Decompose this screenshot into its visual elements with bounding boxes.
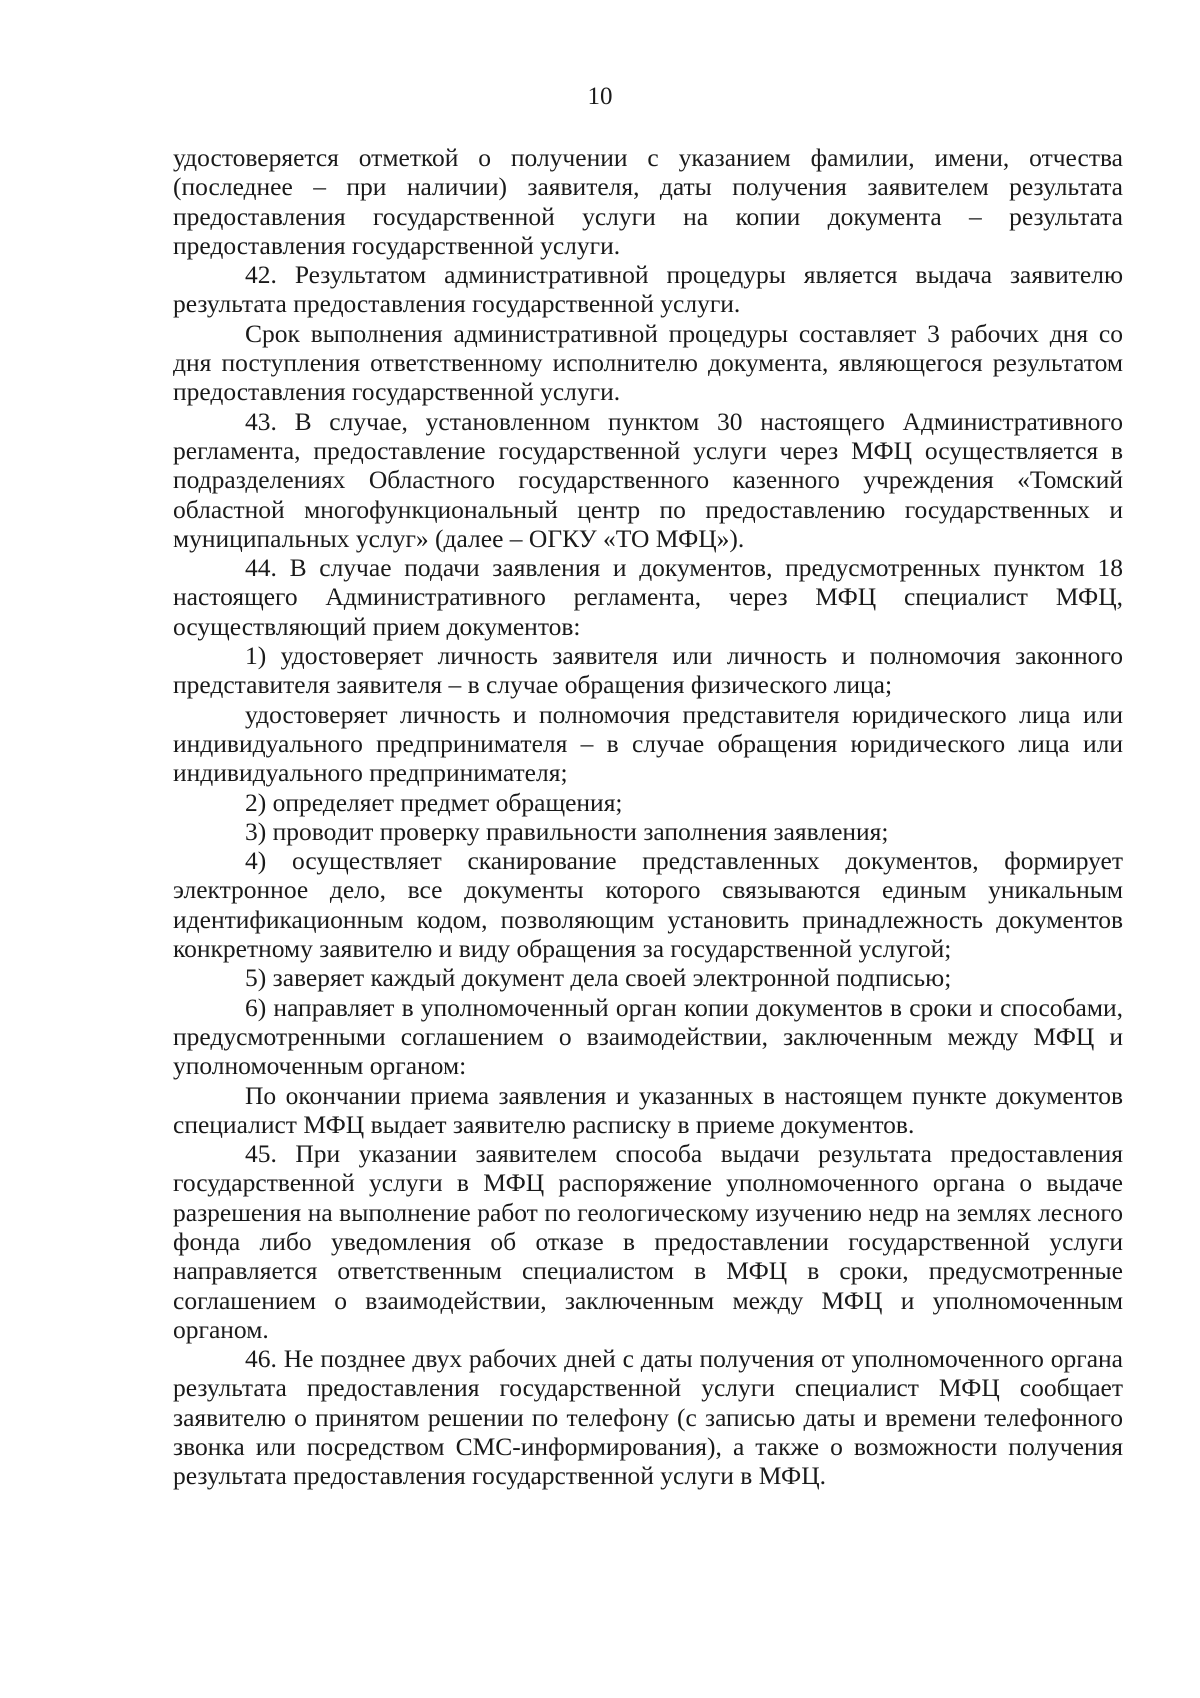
paragraph-continuation: удостоверяется отметкой о получении с указанием фамилии, имени, отчества (последнее – при наличии) заявителя, даты получения заявителем результата предоставления государственной услуги на копии документа – результата предоставления государственной услуги. <box>173 143 1123 260</box>
paragraph-item-46: 46. Не позднее двух рабочих дней с даты получения от уполномоченного органа результата предоставления государственной услуги специалист МФЦ сообщает заявителю о принятом решении по телефону (с записью даты и времени телефонного звонка или посредством СМС-информирования), а также о возможности получения результата предоставления государственной услуги в МФЦ. <box>173 1344 1123 1491</box>
paragraph-subitem-1: 1) удостоверяет личность заявителя или личность и полномочия законного представителя заявителя – в случае обращения физического лица; <box>173 641 1123 700</box>
paragraph-item-43: 43. В случае, установленном пунктом 30 настоящего Административного регламента, предоставление государственной услуги через МФЦ осуществляется в подразделениях Областного государственного казенного учреждения «Томский областной многофункциональный центр по предоставлению государственных и муниципальных услуг» (далее – ОГКУ «ТО МФЦ»). <box>173 406 1123 553</box>
page-number: 10 <box>587 83 613 110</box>
paragraph-subitem-2: 2) определяет предмет обращения; <box>245 787 623 817</box>
paragraph-subitem-6: 6) направляет в уполномоченный орган копии документов в сроки и способами, предусмотренными соглашением о взаимодействии, заключенным между МФЦ и уполномоченным органом: <box>173 992 1123 1081</box>
paragraph-subitem-5: 5) заверяет каждый документ дела своей электронной подписью; <box>245 963 952 993</box>
paragraph-item-44: 44. В случае подачи заявления и документов, предусмотренных пунктом 18 настоящего Административного регламента, через МФЦ специалист МФЦ, осуществляющий прием документов: <box>173 553 1123 641</box>
paragraph-subitem-3: 3) проводит проверку правильности заполнения заявления; <box>245 816 889 846</box>
paragraph-item-42: 42. Результатом административной процедуры является выдача заявителю результата предоставления государственной услуги. <box>173 260 1123 319</box>
document-body <box>173 143 1123 1491</box>
paragraph-subitem-1-legal: удостоверяет личность и полномочия представителя юридического лица или индивидуального предпринимателя – в случае обращения юридического лица или индивидуального предпринимателя; <box>173 699 1123 788</box>
paragraph-item-45: 45. При указании заявителем способа выдачи результата предоставления государственной услуги в МФЦ распоряжение уполномоченного органа о выдаче разрешения на выполнение работ по геологическому изучению недр на землях лесного фонда либо уведомления об отказе в предоставлении государственной услуги направляется ответственным специалистом в МФЦ в сроки, предусмотренные соглашением о взаимодействии, заключенным между МФЦ и уполномоченным органом. <box>173 1139 1123 1344</box>
paragraph-subitem-4: 4) осуществляет сканирование представленных документов, формирует электронное дело, все документы которого связываются единым уникальным идентификационным кодом, позволяющим установить принадлежность документов конкретному заявителю и виду обращения за государственной услугой; <box>173 846 1123 964</box>
paragraph-receipt: По окончании приема заявления и указанных в настоящем пункте документов специалист МФЦ выдает заявителю расписку в приеме документов. <box>173 1080 1123 1139</box>
paragraph-deadline: Срок выполнения административной процедуры составляет 3 рабочих дня со дня поступления ответственному исполнителю документа, являющегося результатом предоставления государственной услуги. <box>173 318 1123 407</box>
